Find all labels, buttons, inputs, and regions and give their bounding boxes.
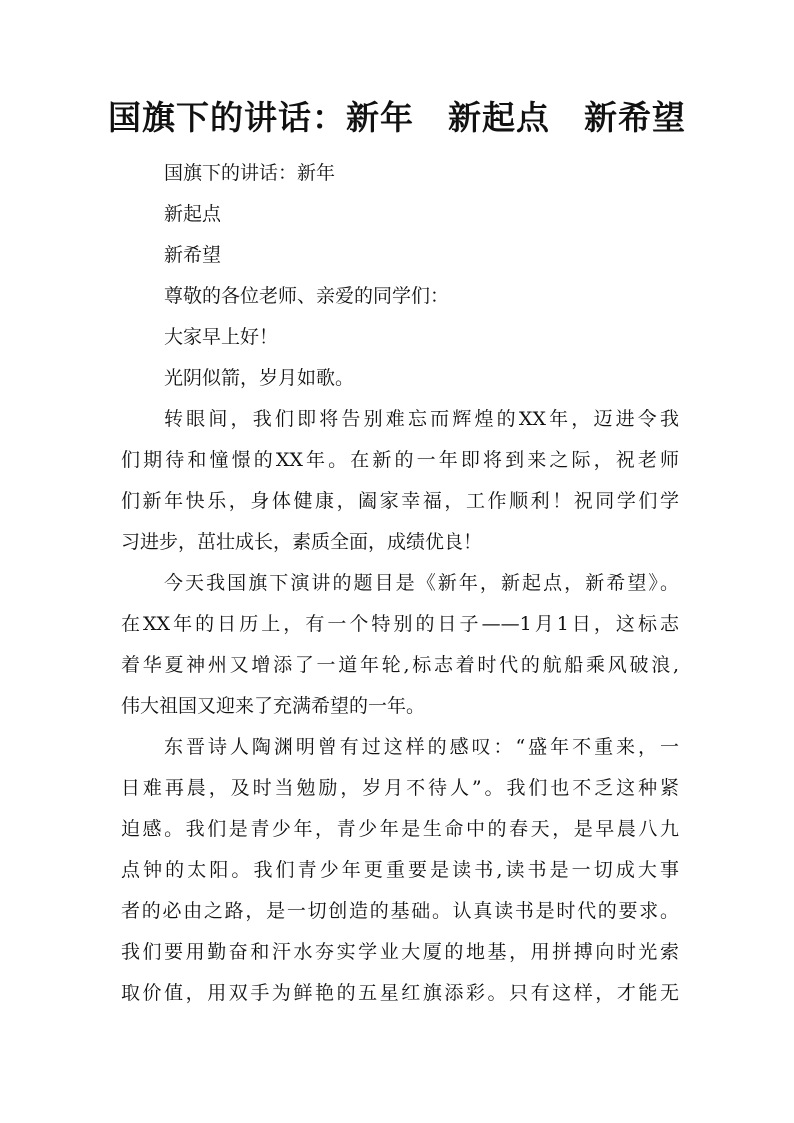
paragraph-line: 我们要用勤奋和汗水夯实学业大厦的地基，用拼搏向时光索	[121, 941, 679, 963]
text-line: 国旗下的讲话：新年	[164, 162, 336, 184]
paragraph-line: 们期待和憧憬的XX年。在新的一年即将到来之际，祝老师	[121, 449, 679, 471]
document-title: 国旗下的讲话：新年 新起点 新希望	[108, 98, 686, 137]
paragraph-line: 转眼间，我们即将告别难忘而辉煌的XX年，迈进令我	[164, 408, 679, 430]
text-line: 新希望	[164, 244, 222, 266]
text-line: 新起点	[164, 203, 222, 225]
salutation-line: 尊敬的各位老师、亲爱的同学们：	[164, 285, 450, 307]
paragraph-line: 今天我国旗下演讲的题目是《新年，新起点，新希望》。	[164, 572, 679, 594]
paragraph-line: 迫感。我们是青少年，青少年是生命中的春天，是早晨八九	[121, 818, 679, 840]
document-body	[121, 153, 679, 1014]
paragraph-line: 们新年快乐，身体健康，阖家幸福，工作顺利！祝同学们学	[121, 490, 679, 512]
greeting-line: 大家早上好！	[164, 326, 279, 348]
paragraph-line: 着华夏神州又增添了一道年轮,标志着时代的航船乘风破浪,	[121, 654, 679, 676]
paragraph-line: 点钟的太阳。我们青少年更重要是读书,读书是一切成大事	[121, 859, 679, 881]
paragraph-line: 取价值，用双手为鲜艳的五星红旗添彩。只有这样，才能无	[121, 982, 679, 1004]
paragraph-line: 者的必由之路，是一切创造的基础。认真读书是时代的要求。	[121, 900, 679, 922]
paragraph-line: 习进步，茁壮成长，素质全面，成绩优良！	[121, 531, 483, 553]
paragraph-line: 在XX年的日历上，有一个特别的日子——1月1日，这标志	[121, 613, 679, 635]
text-line: 光阴似箭，岁月如歌。	[164, 367, 355, 389]
paragraph-line: 东晋诗人陶渊明曾有过这样的感叹：“盛年不重来，一	[164, 736, 679, 758]
paragraph-line: 日难再晨，及时当勉励，岁月不待人”。我们也不乏这种紧	[121, 777, 679, 799]
paragraph-line: 伟大祖国又迎来了充满希望的一年。	[121, 695, 426, 717]
